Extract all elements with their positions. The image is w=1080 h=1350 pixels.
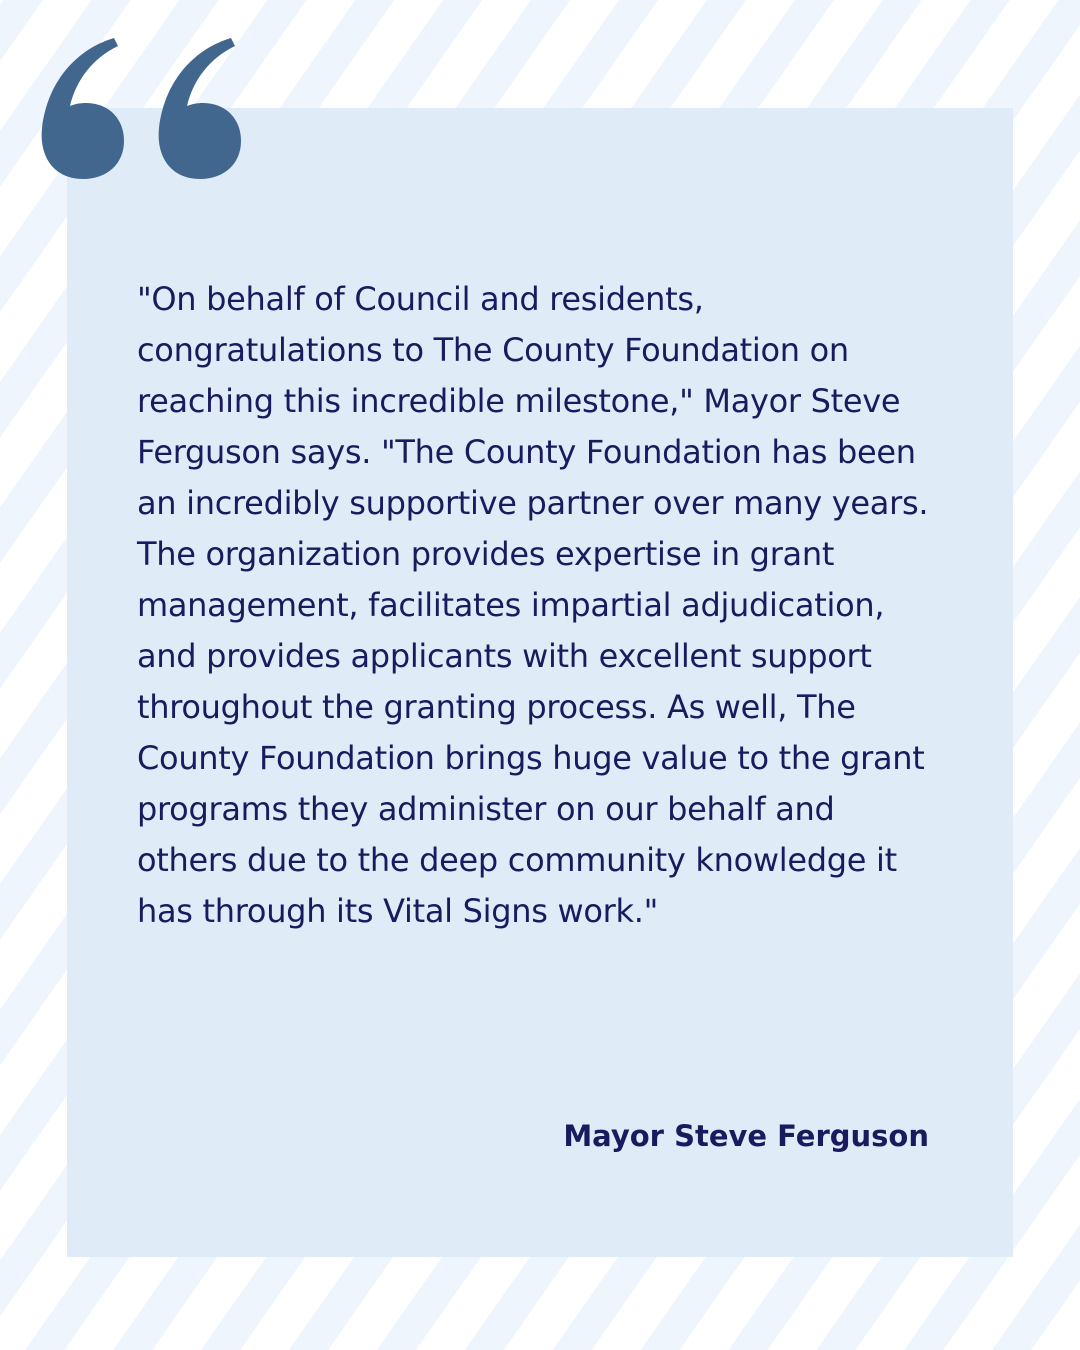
quote-text: "On behalf of Council and residents, congratulations to The County Foundation on reaching this incredible milestone," Mayor Steve Ferguson says. "The County Foundation has been an incredibly supportive partner over many years. The organization provides expertise in grant management, facilitates impartial adjudication, and provides applicants with excellent support throughout the granting process. As well, The County Foundation brings huge value to the grant programs they administer on our behalf and others due to the deep community knowledge it has through its Vital Signs work." — [137, 280, 929, 930]
open-quote-icon — [38, 36, 246, 182]
quote-attribution: Mayor Steve Ferguson — [563, 1119, 929, 1153]
